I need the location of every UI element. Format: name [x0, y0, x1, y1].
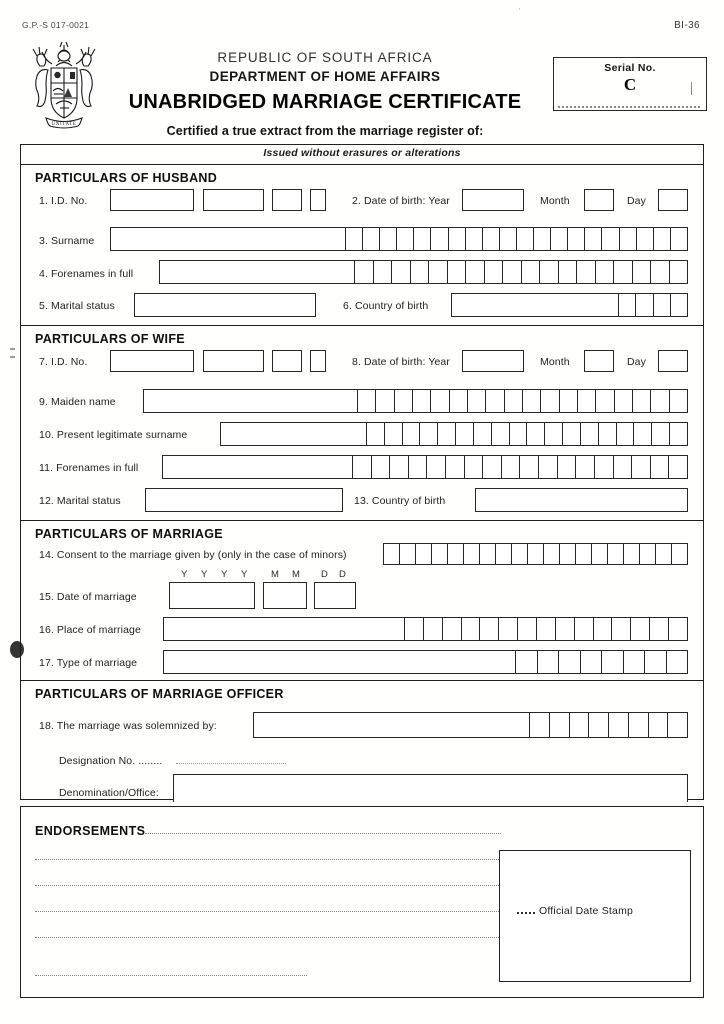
- input-wife-dob-day[interactable]: [658, 350, 688, 372]
- label-wife-id-no: 7. I.D. No.: [39, 356, 88, 368]
- scan-edge-mark-2: [10, 356, 15, 358]
- department-line: DEPARTMENT OF HOME AFFAIRS: [209, 69, 441, 84]
- input-wife-id-part1[interactable]: [110, 350, 194, 372]
- input-officer-solemnized-by[interactable]: [253, 712, 688, 738]
- serial-tick-mark: [691, 82, 692, 95]
- label-marriage-consent: 14. Consent to the marriage given by (only in the case of minors): [39, 549, 347, 561]
- label-husband-surname: 3. Surname: [39, 235, 95, 247]
- stamp-leader-dash: [517, 912, 535, 915]
- title-block: [120, 50, 530, 138]
- input-wife-forenames[interactable]: [162, 455, 688, 479]
- label-wife-marital-status: 12. Marital status: [39, 495, 121, 507]
- input-wife-id-part4[interactable]: [310, 350, 326, 372]
- form-code: G.P.-S 017-0021: [22, 20, 90, 30]
- input-husband-id-part4[interactable]: [310, 189, 326, 211]
- label-wife-present-surname: 10. Present legitimate surname: [39, 429, 188, 441]
- date-cap-year-4: Y: [241, 569, 248, 580]
- input-wife-dob-year[interactable]: [462, 350, 524, 372]
- endorsement-line-5[interactable]: [35, 937, 501, 939]
- date-cap-day-1: D: [321, 569, 329, 580]
- input-wife-dob-month[interactable]: [584, 350, 614, 372]
- label-marriage-date: 15. Date of marriage: [39, 591, 137, 603]
- label-husband-dob-month: Month: [540, 195, 570, 207]
- divider-husband-top: [21, 164, 703, 165]
- serial-number-value: C: [623, 75, 637, 94]
- serial-number-box[interactable]: [553, 57, 707, 111]
- date-cap-month-1: M: [271, 569, 280, 580]
- label-husband-id-no: 1. I.D. No.: [39, 195, 88, 207]
- label-officer-solemnized-by: 18. The marriage was solemnized by:: [39, 720, 217, 732]
- date-cap-year-1: Y: [181, 569, 188, 580]
- section-heading-husband: PARTICULARS OF HUSBAND: [35, 171, 218, 185]
- input-wife-id-part2[interactable]: [203, 350, 264, 372]
- south-africa-coat-of-arms-icon: [18, 36, 110, 132]
- label-wife-dob-day: Day: [627, 356, 646, 368]
- input-husband-forenames[interactable]: [159, 260, 688, 284]
- label-officer-denomination: Denomination/Office:: [59, 787, 159, 799]
- input-marriage-date-year[interactable]: [169, 582, 255, 609]
- country-line: REPUBLIC OF SOUTH AFRICA: [217, 50, 433, 65]
- input-husband-id-part3[interactable]: [272, 189, 302, 211]
- endorsement-line-4[interactable]: [35, 911, 501, 913]
- endorsement-line-2[interactable]: [35, 859, 501, 861]
- scan-artifact-mark: ': [519, 8, 521, 15]
- certificate-main-frame: [20, 144, 704, 800]
- section-heading-marriage: PARTICULARS OF MARRIAGE: [35, 527, 223, 541]
- input-marriage-consent[interactable]: [383, 543, 688, 565]
- input-wife-id-part3[interactable]: [272, 350, 302, 372]
- divider-wife-top: [21, 325, 703, 326]
- endorsement-line-6[interactable]: [35, 975, 307, 977]
- endorsement-line-3[interactable]: [35, 885, 501, 887]
- serial-underline: [558, 106, 702, 108]
- label-husband-dob: 2. Date of birth: Year: [352, 195, 450, 207]
- certified-line: Certified a true extract from the marriage register of:: [166, 124, 484, 138]
- input-wife-present-surname[interactable]: [220, 422, 688, 446]
- input-officer-denomination[interactable]: [173, 774, 688, 802]
- label-wife-forenames: 11. Forenames in full: [39, 462, 139, 474]
- label-officer-designation-no: Designation No. ........: [59, 755, 163, 767]
- input-husband-dob-month[interactable]: [584, 189, 614, 211]
- label-marriage-place: 16. Place of marriage: [39, 624, 141, 636]
- input-husband-id-part1[interactable]: [110, 189, 194, 211]
- section-heading-wife: PARTICULARS OF WIFE: [35, 332, 185, 346]
- page-title: UNABRIDGED MARRIAGE CERTIFICATE: [128, 91, 522, 113]
- section-heading-officer: PARTICULARS OF MARRIAGE OFFICER: [35, 687, 284, 701]
- issued-note: Issued without erasures or alterations: [263, 147, 461, 159]
- label-husband-dob-day: Day: [627, 195, 646, 207]
- input-husband-dob-day[interactable]: [658, 189, 688, 211]
- date-cap-year-2: Y: [201, 569, 208, 580]
- input-wife-marital-status[interactable]: [145, 488, 343, 512]
- scan-smudge-left: [10, 641, 24, 658]
- endorsements-frame: [20, 806, 704, 998]
- label-husband-marital-status: 5. Marital status: [39, 300, 115, 312]
- divider-marriage-top: [21, 520, 703, 521]
- label-marriage-type: 17. Type of marriage: [39, 657, 138, 669]
- label-wife-dob: 8. Date of birth: Year: [352, 356, 450, 368]
- input-marriage-date-day[interactable]: [314, 582, 356, 609]
- input-marriage-type[interactable]: [163, 650, 688, 674]
- label-wife-maiden-name: 9. Maiden name: [39, 396, 116, 408]
- input-wife-maiden-name[interactable]: [143, 389, 688, 413]
- label-husband-forenames: 4. Forenames in full: [39, 268, 134, 280]
- date-cap-year-3: Y: [221, 569, 228, 580]
- serial-number-label: Serial No.: [604, 62, 656, 74]
- input-husband-marital-status[interactable]: [134, 293, 316, 317]
- endorsement-line-1[interactable]: [145, 833, 501, 835]
- input-husband-country-of-birth[interactable]: [451, 293, 688, 317]
- section-heading-endorsements: ENDORSEMENTS: [35, 824, 146, 838]
- label-wife-country-of-birth: 13. Country of birth: [354, 495, 446, 507]
- scan-edge-mark-1: [10, 348, 15, 350]
- form-number: BI-36: [674, 20, 700, 31]
- label-wife-dob-month: Month: [540, 356, 570, 368]
- official-date-stamp-label: Official Date Stamp: [539, 905, 634, 917]
- input-marriage-date-month[interactable]: [263, 582, 307, 609]
- input-husband-id-part2[interactable]: [203, 189, 264, 211]
- input-husband-dob-year[interactable]: [462, 189, 524, 211]
- svg-text:UNITATE: UNITATE: [51, 122, 77, 127]
- date-cap-day-2: D: [339, 569, 347, 580]
- designation-no-dotted-line[interactable]: [176, 763, 286, 765]
- label-husband-country-of-birth: 6. Country of birth: [343, 300, 429, 312]
- date-cap-month-2: M: [292, 569, 301, 580]
- input-wife-country-of-birth[interactable]: [475, 488, 688, 512]
- input-marriage-place[interactable]: [163, 617, 688, 641]
- divider-officer-top: [21, 680, 703, 681]
- input-husband-surname[interactable]: [110, 227, 688, 251]
